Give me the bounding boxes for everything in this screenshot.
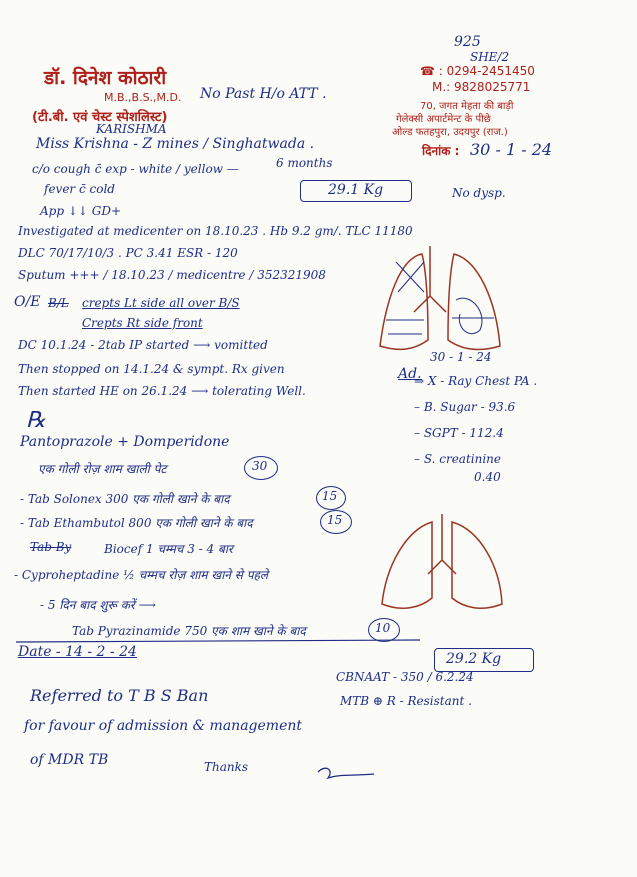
lung-diagram-date: 30 - 1 - 24: [430, 350, 492, 364]
address-line-1: 70, जगत मेहता की बाड़ी: [420, 101, 514, 112]
rx-line-4-strike: Tab By: [30, 540, 72, 554]
rx-line-1: Pantoprazole + Domperidone: [20, 434, 230, 450]
history-line-3: Then started HE on 26.1.24 ⟶ tolerating Well.: [18, 384, 306, 398]
mtb-result: MTB ⊕ R - Resistant .: [340, 694, 472, 708]
mobile-number: M.: 9828025771: [432, 80, 531, 94]
rx-line-5: - Cyproheptadine ½ चम्मच रोज़ शाम खाने से पहले: [14, 568, 269, 582]
referral-line-2: for favour of admission & management: [24, 718, 302, 734]
patient-alias: KARISHMA: [96, 122, 167, 136]
rx-symbol: ℞: [26, 408, 46, 433]
reg-number: 925: [454, 34, 481, 50]
rx-line-2: - Tab Solonex 300 एक गोली खाने के बाद: [20, 492, 230, 506]
exam-line-1: crepts Lt side all over B/S: [82, 296, 240, 310]
exam-line-2: Crepts Rt side front: [82, 316, 203, 330]
history-line-1: DC 10.1.24 - 2tab IP started ⟶ vomitted: [18, 338, 268, 352]
rx-line-7: Tab Pyrazinamide 750 एक शाम खाने के बाद: [72, 624, 306, 638]
date-label: दिनांक :: [422, 144, 460, 158]
rx-line-4: Biocef 1 चम्मच 3 - 4 बार: [104, 542, 233, 556]
complaint-duration: 6 months: [276, 156, 333, 170]
advice-xray: ⇒ X - Ray Chest PA .: [414, 374, 538, 388]
thanks-note: Thanks: [204, 760, 249, 774]
rx-line-1b: एक गोली रोज़ शाम खाली पेट: [38, 462, 167, 476]
doctor-specialty: (टी.बी. एवं चेस्ट स्पेशलिस्ट): [32, 110, 168, 125]
investigation-line-3: Sputum +++ / 18.10.23 / medicentre / 352321908: [18, 268, 326, 282]
rx-count-7: 10: [375, 621, 391, 635]
rx-line-3: - Tab Ethambutol 800 एक गोली खाने के बाद: [20, 516, 253, 530]
advice-sgpt: – SGPT - 112.4: [414, 426, 504, 440]
history-line-2: Then stopped on 14.1.24 & sympt. Rx given: [18, 362, 285, 376]
doctor-name: डॉ. दिनेश कोठारी: [44, 67, 167, 89]
address-line-2: गेलेक्सी अपार्टमेन्ट के पीछे: [396, 114, 491, 125]
referral-line-1: Referred to T B S Ban: [30, 686, 209, 705]
reg-sub: SHE/2: [470, 50, 510, 64]
investigation-line-1: Investigated at medicenter on 18.10.23 . Hb 9.2 gm/. TLC 11180: [18, 224, 413, 238]
complaint-fever: fever c̄ cold: [44, 182, 115, 196]
date-value: 30 - 1 - 24: [470, 140, 553, 159]
patient-line: Miss Krishna - Z mines / Singhatwada .: [36, 136, 315, 152]
followup-date: Date - 14 - 2 - 24: [18, 644, 137, 660]
advice-sugar: – B. Sugar - 93.6: [414, 400, 516, 414]
referral-line-3: of MDR TB: [30, 752, 109, 768]
phone-number: ☎ : 0294-2451450: [420, 64, 535, 78]
rx-count-1: 30: [252, 459, 268, 473]
no-past-history: No Past H/o ATT .: [200, 86, 327, 102]
complaint-appetite: App ↓↓ GD+: [40, 204, 122, 218]
rx-count-3: 15: [327, 513, 343, 527]
rx-count-2: 15: [322, 489, 338, 503]
address-line-3: ओल्ड फतहपुरा, उदयपुर (राज.): [392, 127, 508, 138]
investigation-line-2: DLC 70/17/10/3 . PC 3.41 ESR - 120: [18, 246, 238, 260]
weight-2: 29.2 Kg: [446, 651, 502, 667]
oe-strike: B/L: [48, 296, 69, 310]
advice-creatinine: – S. creatinine: [414, 452, 502, 466]
oe-label: O/E: [14, 294, 41, 310]
cbnaat-result: CBNAAT - 350 / 6.2.24: [336, 670, 474, 684]
no-dyspnea: No dysp.: [452, 186, 506, 200]
complaint-cough: c/o cough c̄ exp - white / yellow —: [32, 162, 239, 176]
rx-line-6: - 5 दिन बाद शुरू करें ⟶: [40, 598, 156, 612]
advice-label: Ad.: [398, 366, 422, 382]
weight-1: 29.1 Kg: [328, 182, 384, 198]
doctor-degree: M.B.,B.S.,M.D.: [104, 91, 182, 104]
advice-creatinine-value: 0.40: [474, 470, 501, 484]
